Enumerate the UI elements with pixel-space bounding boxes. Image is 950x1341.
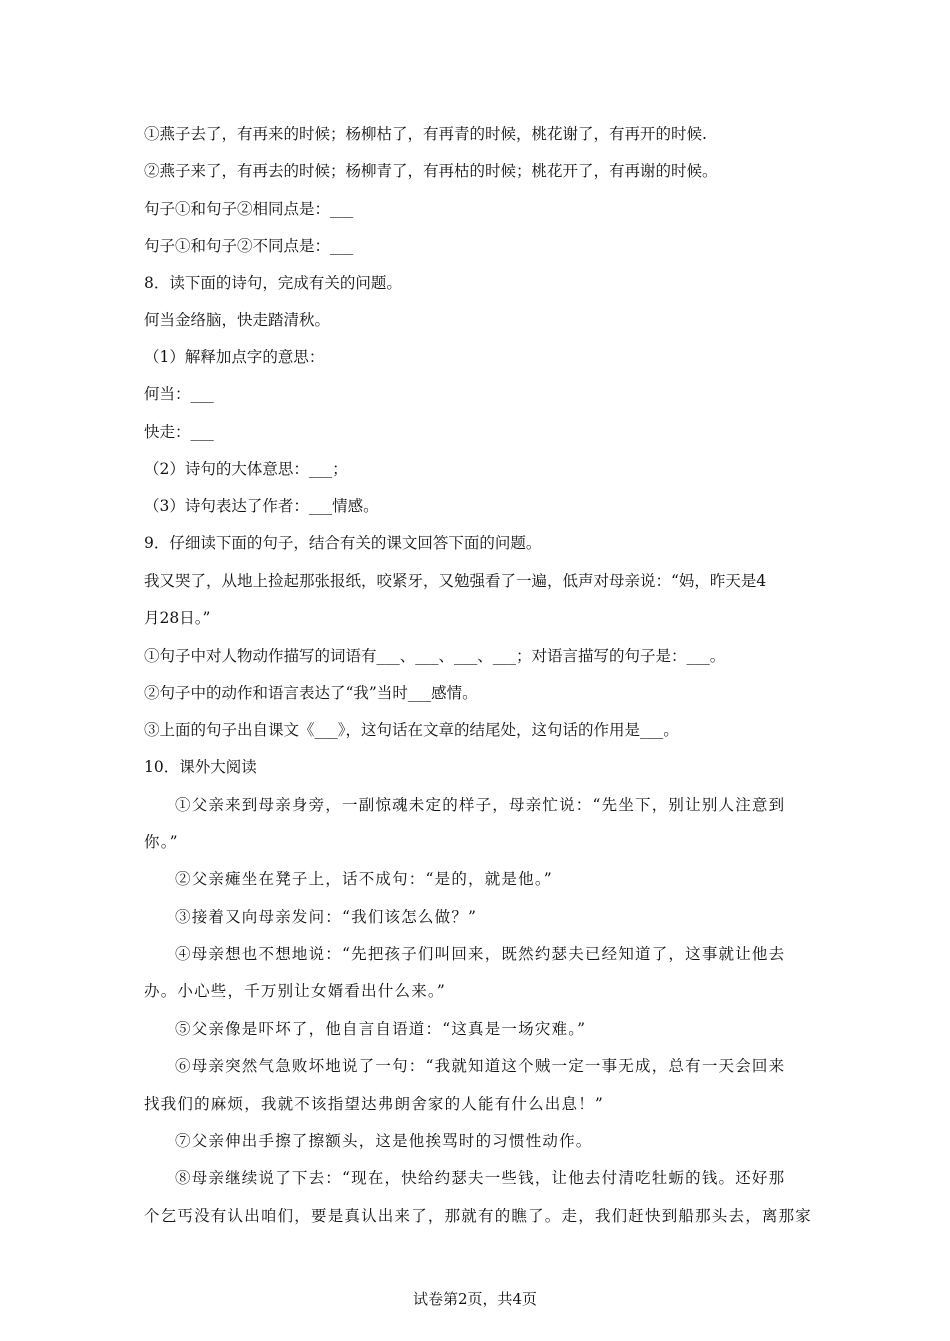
reading-para-3: ③接着又向母亲发问：“我们该怎么做？”: [175, 908, 478, 926]
reading-para-8: ⑧母亲继续说了下去：“现在，快给约瑟夫一些钱，让他去付清吃牡蛎的钱。还好那: [175, 1169, 786, 1187]
page-footer: 试卷第2页，共4页: [412, 1290, 538, 1308]
question-8-title: 8．读下面的诗句，完成有关的问题。: [144, 274, 402, 292]
reading-para-4: ④母亲想也不想地说：“先把孩子们叫回来，既然约瑟夫已经知道了，这事就让他去: [175, 945, 786, 963]
q9-passage-line-2: 月28日。”: [144, 609, 211, 627]
question-9-title: 9．仔细读下面的句子，结合有关的课文回答下面的问题。: [144, 534, 542, 552]
q9-part-1: ①句子中对人物动作描写的词语有___、___、___、___；对语言描写的句子是：___。: [144, 647, 726, 665]
q8-hedang: 何当：___: [144, 385, 214, 403]
reading-para-1-cont: 你。”: [144, 833, 179, 851]
poem-line: 何当金络脑，快走踏清秋。: [144, 311, 331, 329]
q8-kuaizou: 快走：___: [144, 423, 214, 441]
reading-para-7: ⑦父亲伸出手擦了擦额头，这是他挨骂时的习惯性动作。: [175, 1132, 593, 1150]
q9-part-3: ③上面的句子出自课文《___》，这句话在文章的结尾处，这句话的作用是___。: [144, 721, 679, 739]
reading-para-6-cont: 找我们的麻烦，我就不该指望达弗朗舍家的人能有什么出息！”: [144, 1095, 605, 1113]
reading-para-1: ①父亲来到母亲身旁，一副惊魂未定的样子，母亲忙说：“先坐下，别让别人注意到: [175, 796, 786, 814]
q8-part-3: （3）诗句表达了作者：___情感。: [144, 497, 379, 515]
question-different-point: 句子①和句子②不同点是：___: [144, 237, 354, 255]
q9-part-2: ②句子中的动作和语言表达了“我”当时___感情。: [144, 684, 478, 702]
sentence-2: ②燕子来了，有再去的时候；杨柳青了，有再枯的时候；桃花开了，有再谢的时候。: [144, 162, 718, 180]
q8-part-2: （2）诗句的大体意思：___；: [144, 460, 348, 478]
question-10-title: 10．课外大阅读: [144, 758, 257, 776]
q8-part-1: （1）解释加点字的意思：: [144, 348, 325, 366]
q9-passage-line-1: 我又哭了，从地上捡起那张报纸，咬紧牙，又勉强看了一遍，低声对母亲说：“妈，昨天是4: [144, 572, 767, 590]
sentence-1: ①燕子去了，有再来的时候；杨柳枯了，有再青的时候，桃花谢了，有再开的时候.: [144, 125, 707, 143]
reading-para-6: ⑥母亲突然气急败坏地说了一句：“我就知道这个贼一定一事无成，总有一天会回来: [175, 1057, 786, 1075]
reading-para-5: ⑤父亲像是吓坏了，他自言自语道：“这真是一场灾难。”: [175, 1020, 587, 1038]
question-same-point: 句子①和句子②相同点是：___: [144, 200, 354, 218]
reading-para-4-cont: 办。小心些，千万别让女婿看出什么来。”: [144, 982, 446, 1000]
reading-para-8-cont: 个乞丐没有认出咱们，要是真认出来了，那就有的瞧了。走，我们赶快到船那头去，离那家: [144, 1207, 813, 1225]
reading-para-2: ②父亲瘫坐在凳子上，话不成句：“是的，就是他。”: [175, 870, 553, 888]
